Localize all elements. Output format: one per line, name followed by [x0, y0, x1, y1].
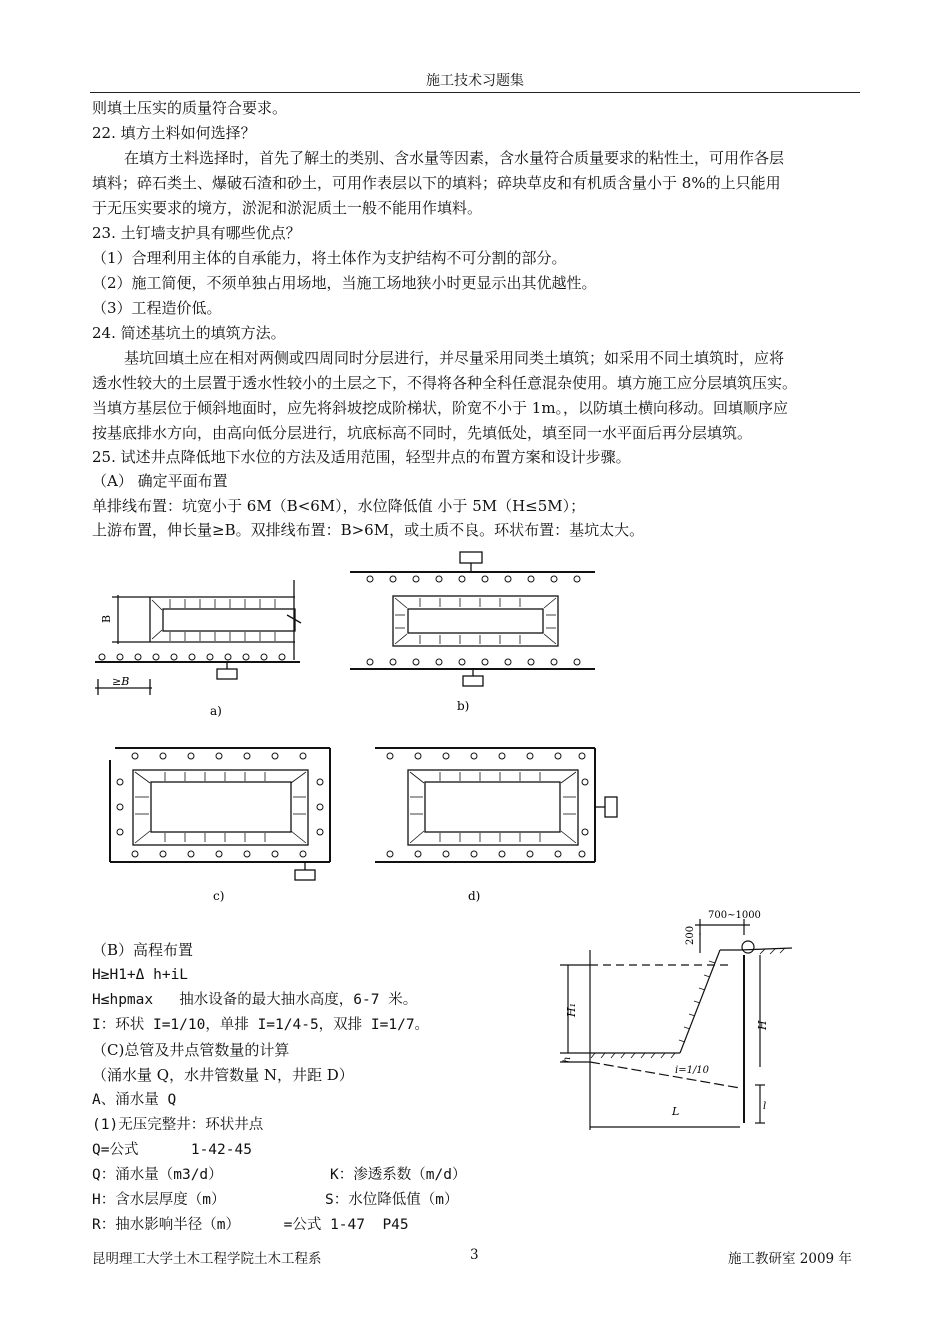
question-23: 23. 土钉墙支护具有哪些优点？ [92, 224, 301, 242]
elevation-dim-top: 700~1000 [708, 910, 761, 921]
section-c-title: （C)总管及井点管数量的计算 [92, 1041, 290, 1059]
dimension-b-label: B [100, 614, 113, 623]
list-item: （3）工程造价低。 [92, 299, 222, 317]
symbol-definition: R：抽水影响半径（m） =公式 1-47 P45 [92, 1217, 409, 1233]
header-rule [90, 92, 860, 93]
section-c-line: (1)无压完整井：环状井点 [92, 1117, 264, 1133]
figure-d-ring-layout [370, 742, 625, 907]
formula-line: I：环状 I=1/10，单排 I=1/4-5，双排 I=1/7。 [92, 1017, 430, 1033]
figure-b-double-row-layout [345, 550, 600, 720]
elevation-slope-label: i=1/10 [675, 1065, 710, 1076]
elevation-L-label: L [672, 1105, 680, 1118]
symbol-definition: K：渗透系数（m/d） [330, 1167, 467, 1183]
section-c-line: Q=公式 1-42-45 [92, 1142, 252, 1158]
paragraph-line: 填料；碎石类土、爆破石渣和砂土，可用作表层以下的填料；碎块草皮和有机质含量小于 8%的上只能用 [92, 174, 781, 192]
elevation-h1-label: H₁ [565, 1002, 578, 1017]
footer-department: 昆明理工大学土木工程学院土木工程系 [92, 1251, 322, 1267]
question-22: 22. 填方土料如何选择？ [92, 124, 256, 142]
figure-a-caption: a) [210, 704, 222, 718]
symbol-definition: H：含水层厚度（m） [92, 1192, 226, 1208]
paragraph-line: 在填方土料选择时，首先了解土的类别、含水量等因素，含水量符合质量要求的粘性土，可用作各层 [124, 149, 785, 167]
formula-line: H≤hpmax 抽水设备的最大抽水高度，6-7 米。 [92, 992, 418, 1008]
section-c-line: A、涌水量 Q [92, 1092, 177, 1108]
list-item: （1）合理利用主体的自承能力，将土体作为支护结构不可分割的部分。 [92, 249, 567, 267]
figure-a-single-row-layout [90, 575, 310, 725]
section-a-line: 单排线布置：坑宽小于 6M（B<6M），水位降低值 小于 5M（H≤5M）； [92, 497, 586, 515]
figure-b-caption: b) [457, 699, 470, 713]
paragraph-line: 透水性较大的土层置于透水性较小的土层之下，不得将各种全科任意混杂使用。填方施工应分层填筑压实。 [92, 374, 798, 392]
section-a-title: （A） 确定平面布置 [92, 472, 228, 490]
section-b-title: （B）高程布置 [92, 941, 194, 959]
figure-elevation-section [560, 905, 800, 1130]
elevation-dim-200: 200 [685, 925, 696, 945]
footer-office: 施工教研室 2009 年 [728, 1251, 852, 1267]
figure-d-caption: d) [468, 889, 481, 903]
symbol-definition: S：水位降低值（m） [325, 1192, 459, 1208]
dimension-ext-label: ≥B [112, 675, 130, 688]
paragraph-line: 于无压实要求的境方，淤泥和淤泥质土一般不能用作填料。 [92, 199, 483, 217]
elevation-dh-label: h [562, 1056, 573, 1063]
section-a-line: 上游布置，伸长量≥B。双排线布置：B>6M，或土质不良。环状布置：基坑太大。 [92, 521, 645, 539]
question-24: 24. 简述基坑土的填筑方法。 [92, 324, 286, 342]
paragraph-line: 按基底排水方向，由高向低分层进行，坑底标高不同时，先填低处，填至同一水平面后再分层填筑。 [92, 424, 753, 442]
formula-line: H≥H1+Δ h+iL [92, 967, 189, 983]
figure-c-caption: c) [213, 889, 225, 903]
page-header-title: 施工技术习题集 [426, 73, 524, 89]
list-item: （2）施工简便，不须单独占用场地，当施工场地狭小时更显示出其优越性。 [92, 274, 597, 292]
footer-page-number: 3 [470, 1247, 479, 1263]
question-25: 25. 试述井点降低地下水位的方法及适用范围，轻型井点的布置方案和设计步骤。 [92, 448, 631, 466]
body-line: 则填土压实的质量符合要求。 [92, 99, 288, 117]
elevation-h-label: H [756, 1020, 769, 1030]
section-c-line: （涌水量 Q，水井管数量 N，井距 D） [92, 1066, 354, 1084]
symbol-definition: Q：涌水量（m3/d） [92, 1167, 223, 1183]
figure-c-ring-layout [105, 742, 340, 907]
paragraph-line: 基坑回填土应在相对两侧或四周同时分层进行，并尽量采用同类土填筑；如采用不同土填筑时，应将 [124, 349, 785, 367]
paragraph-line: 当填方基层位于倾斜地面时，应先将斜坡挖成阶梯状，阶宽不小于 1m。，以防填土横向移动。回填顺序应 [92, 399, 789, 417]
elevation-l-small-label: l [763, 1101, 767, 1112]
